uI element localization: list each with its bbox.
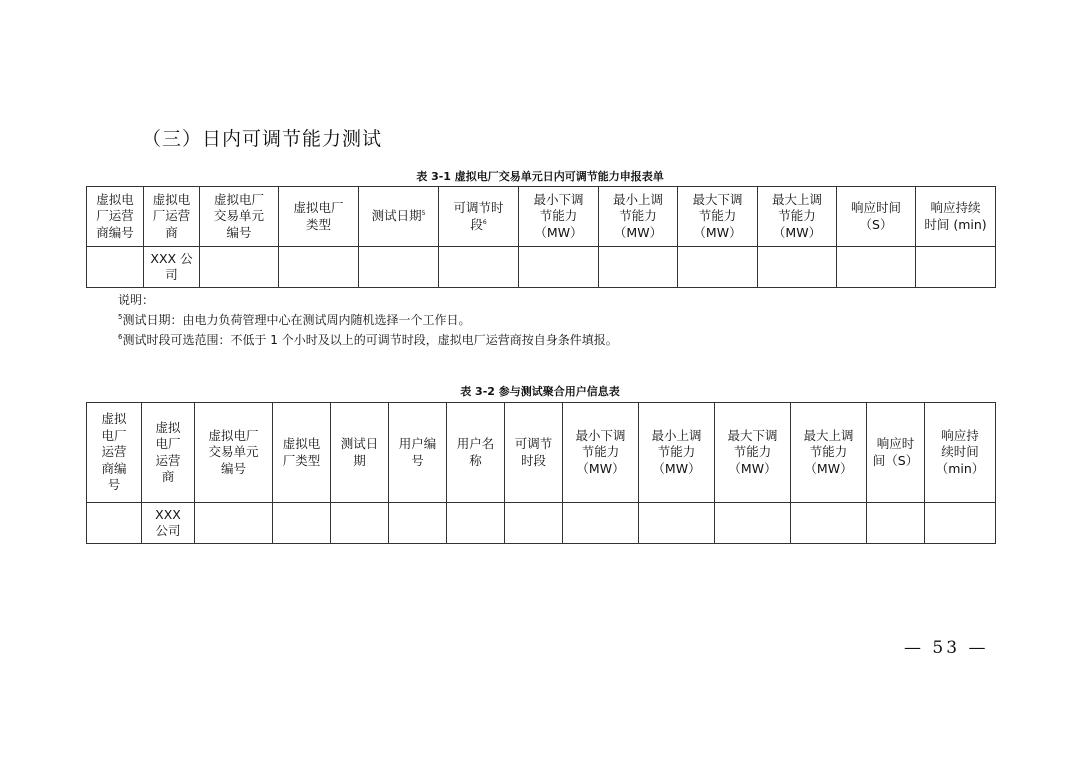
- table-cell: [87, 247, 144, 288]
- header-cell-response-duration: 响应持 续时间 （min）: [925, 403, 996, 503]
- header-cell-operator-id: 虚拟 电厂 运营 商编 号: [87, 403, 142, 503]
- header-cell-max-down: 最大下调 节能力 （MW）: [715, 403, 791, 503]
- table2-caption: 表 3-2 参与测试聚合用户信息表: [460, 385, 620, 398]
- header-cell-test-date: 测试日 期: [331, 403, 389, 503]
- table-cell: [359, 247, 439, 288]
- header-cell-trade-unit-id: 虚拟电厂 交易单元 编号: [195, 403, 273, 503]
- table-cell: [519, 247, 599, 288]
- table-cell: [389, 503, 447, 544]
- table-cell: [715, 503, 791, 544]
- table-row: [87, 247, 996, 288]
- header-cell-operator: 虚拟 电厂 运营 商: [142, 403, 195, 503]
- table-row: [87, 503, 996, 544]
- table-cell: [678, 247, 758, 288]
- notes-title: 说明：: [118, 293, 155, 307]
- table-cell: [916, 247, 996, 288]
- table-cell: XXX 公 司: [144, 247, 200, 288]
- table-cell: XXX 公司: [142, 503, 195, 544]
- table-cell: [447, 503, 505, 544]
- header-cell-max-up: 最大上调 节能力 （MW）: [791, 403, 867, 503]
- table-cell: [867, 503, 925, 544]
- header-cell-trade-unit-id: 虚拟电厂 交易单元 编号: [200, 187, 279, 247]
- table2-user-info: [86, 402, 996, 544]
- header-cell-user-id: 用户编 号: [389, 403, 447, 503]
- header-cell-vpp-type: 虚拟电厂 类型: [279, 187, 359, 247]
- table-cell: [331, 503, 389, 544]
- table1-caption: 表 3-1 虚拟电厂交易单元日内可调节能力申报表单: [416, 170, 664, 183]
- table-cell: [925, 503, 996, 544]
- header-cell-test-date: 测试日期$^5$: [359, 187, 439, 247]
- section-heading: （三）日内可调节能力测试: [142, 128, 383, 150]
- table1-declaration-form: [86, 186, 996, 288]
- table-cell: [758, 247, 837, 288]
- header-cell-operator: 虚拟电 厂运营 商: [144, 187, 200, 247]
- header-cell-max-up: 最大上调 节能力 （MW）: [758, 187, 837, 247]
- footnote-ref-5: 5: [421, 210, 426, 218]
- table-cell: [195, 503, 273, 544]
- table-cell: [563, 503, 639, 544]
- table-cell: [273, 503, 331, 544]
- header-cell-vpp-type: 虚拟电 厂类型: [273, 403, 331, 503]
- header-cell-adjustable-period: 可调节 时段: [505, 403, 563, 503]
- header-cell-response-time: 响应时 间（S）: [867, 403, 925, 503]
- table-cell: [599, 247, 678, 288]
- table-cell: [279, 247, 359, 288]
- table-cell: [439, 247, 519, 288]
- note-6-mark: 6: [118, 333, 123, 341]
- table1-header-row: [87, 187, 996, 247]
- table1-notes: [118, 292, 618, 349]
- footnote-ref-6: 6: [482, 218, 487, 226]
- page-number: — 53 —: [904, 638, 989, 658]
- header-cell-response-duration: 响应持续 时间 (min): [916, 187, 996, 247]
- table-cell: [639, 503, 715, 544]
- note-5-mark: 5: [118, 313, 123, 321]
- table-cell: [505, 503, 563, 544]
- header-cell-min-up: 最小上调 节能力 （MW）: [639, 403, 715, 503]
- header-cell-adjustable-period: 可调节时 段$^6$: [439, 187, 519, 247]
- table2-header-row: [87, 403, 996, 503]
- table-cell: [837, 247, 916, 288]
- note-6: $^6$测试时段可选范围：不低于 1 个小时及以上的可调节时段，虚拟电厂运营商按自身条件填报。: [118, 333, 618, 347]
- header-cell-user-name: 用户名 称: [447, 403, 505, 503]
- table-cell: [200, 247, 279, 288]
- header-cell-operator-id: 虚拟电 厂运营 商编号: [87, 187, 144, 247]
- table-cell: [87, 503, 142, 544]
- header-cell-max-down: 最大下调 节能力 （MW）: [678, 187, 758, 247]
- header-cell-min-up: 最小上调 节能力 （MW）: [599, 187, 678, 247]
- note-5: $^5$测试日期：由电力负荷管理中心在测试周内随机选择一个工作日。: [118, 313, 471, 327]
- header-cell-min-down: 最小下调 节能力 （MW）: [563, 403, 639, 503]
- table-cell: [791, 503, 867, 544]
- header-cell-min-down: 最小下调 节能力 （MW）: [519, 187, 599, 247]
- header-cell-response-time: 响应时间 （S）: [837, 187, 916, 247]
